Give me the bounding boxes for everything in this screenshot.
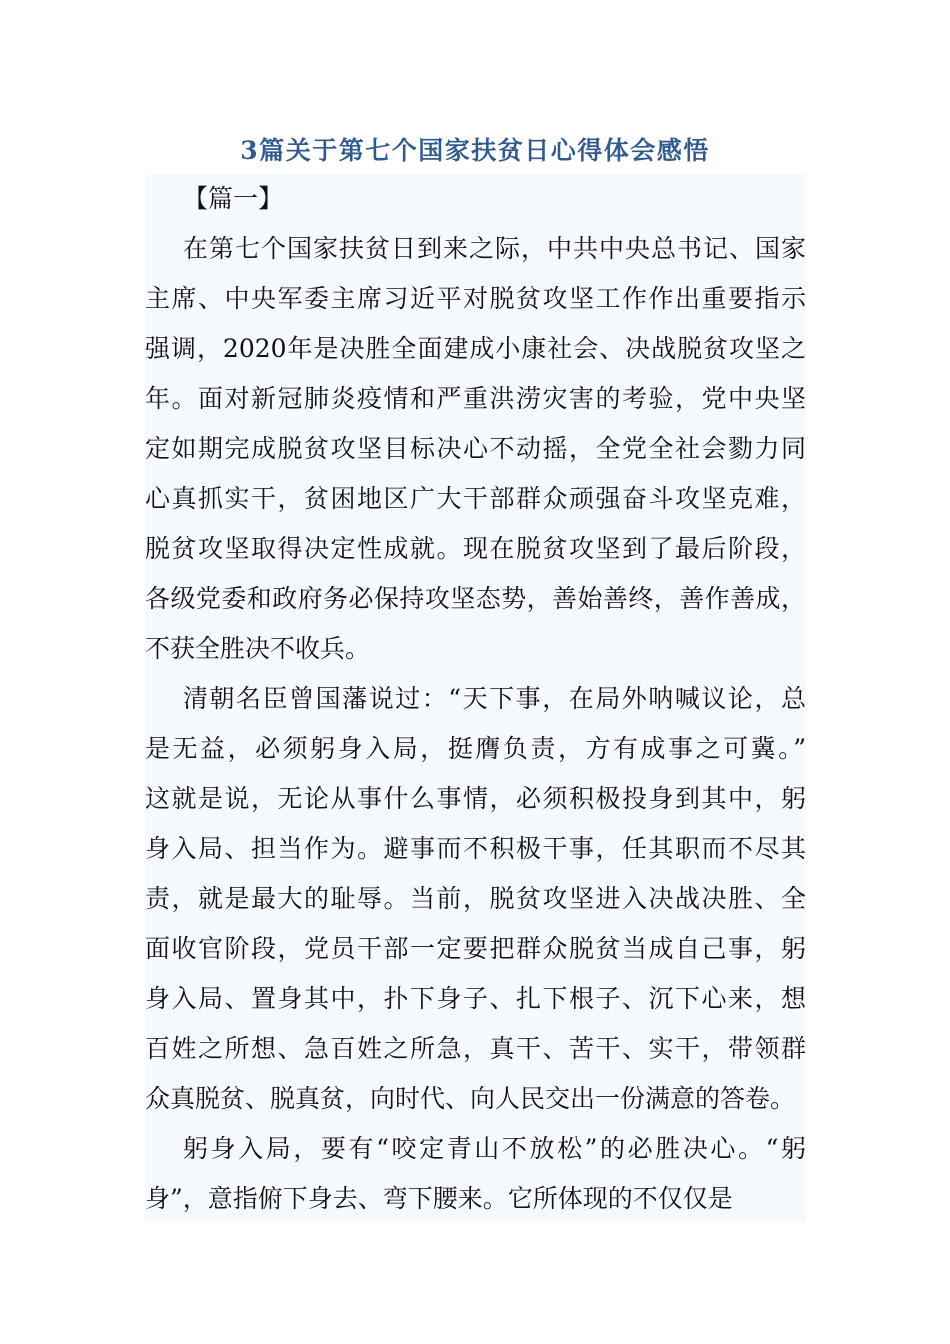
paragraph-line: 身入局、担当作为。避事而不积极干事，任其职而不尽其 [145,834,806,863]
paragraph-line: 各级党委和政府务必保持攻坚态势，善始善终，善作善成， [145,584,806,613]
paragraph-line: 躬身入局，要有“咬定青山不放松”的必胜决心。“躬 [183,1134,806,1163]
paragraph-line: 是无益，必须躬身入局，挺膺负责，方有成事之可冀。” [145,734,806,763]
paragraph-line: 脱贫攻坚取得决定性成就。现在脱贫攻坚到了最后阶段， [145,534,806,563]
paragraph-line: 面收官阶段，党员干部一定要把群众脱贫当成自己事，躬 [145,934,806,963]
paragraph-line: 责，就是最大的耻辱。当前，脱贫攻坚进入决战决胜、全 [145,884,806,913]
paragraph-line: 心真抓实干，贫困地区广大干部群众顽强奋斗攻坚克难， [145,484,806,513]
document-title: 3篇关于第七个国家扶贫日心得体会感悟 [240,136,710,165]
paragraph-line: 这就是说，无论从事什么事情，必须积极投身到其中，躬 [145,784,806,813]
paragraph-line: 百姓之所想、急百姓之所急，真干、苦干、实干，带领群 [145,1034,806,1063]
paragraph-line: 在第七个国家扶贫日到来之际，中共中央总书记、国家 [183,234,806,263]
document-body [145,174,806,1222]
paragraph-line: 身入局、置身其中，扑下身子、扎下根子、沉下心来，想 [145,984,806,1013]
paragraph-line: 身”，意指俯下身去、弯下腰来。它所体现的不仅仅是 [145,1184,733,1213]
paragraph-line: 主席、中央军委主席习近平对脱贫攻坚工作作出重要指示 [145,284,806,313]
paragraph-line: 不获全胜决不收兵。 [145,634,371,663]
paragraph-line: 清朝名臣曾国藩说过：“天下事，在局外呐喊议论，总 [183,684,806,713]
paragraph-line: 定如期完成脱贫攻坚目标决心不动摇，全党全社会勠力同 [145,434,806,463]
paragraph-line: 众真脱贫、脱真贫，向时代、向人民交出一份满意的答卷。 [145,1084,796,1113]
paragraph-line: 年。面对新冠肺炎疫情和严重洪涝灾害的考验，党中央坚 [145,384,806,413]
section-heading: 【篇一】 [183,184,284,213]
paragraph-line: 强调，2020年是决胜全面建成小康社会、决战脱贫攻坚之 [145,334,806,363]
